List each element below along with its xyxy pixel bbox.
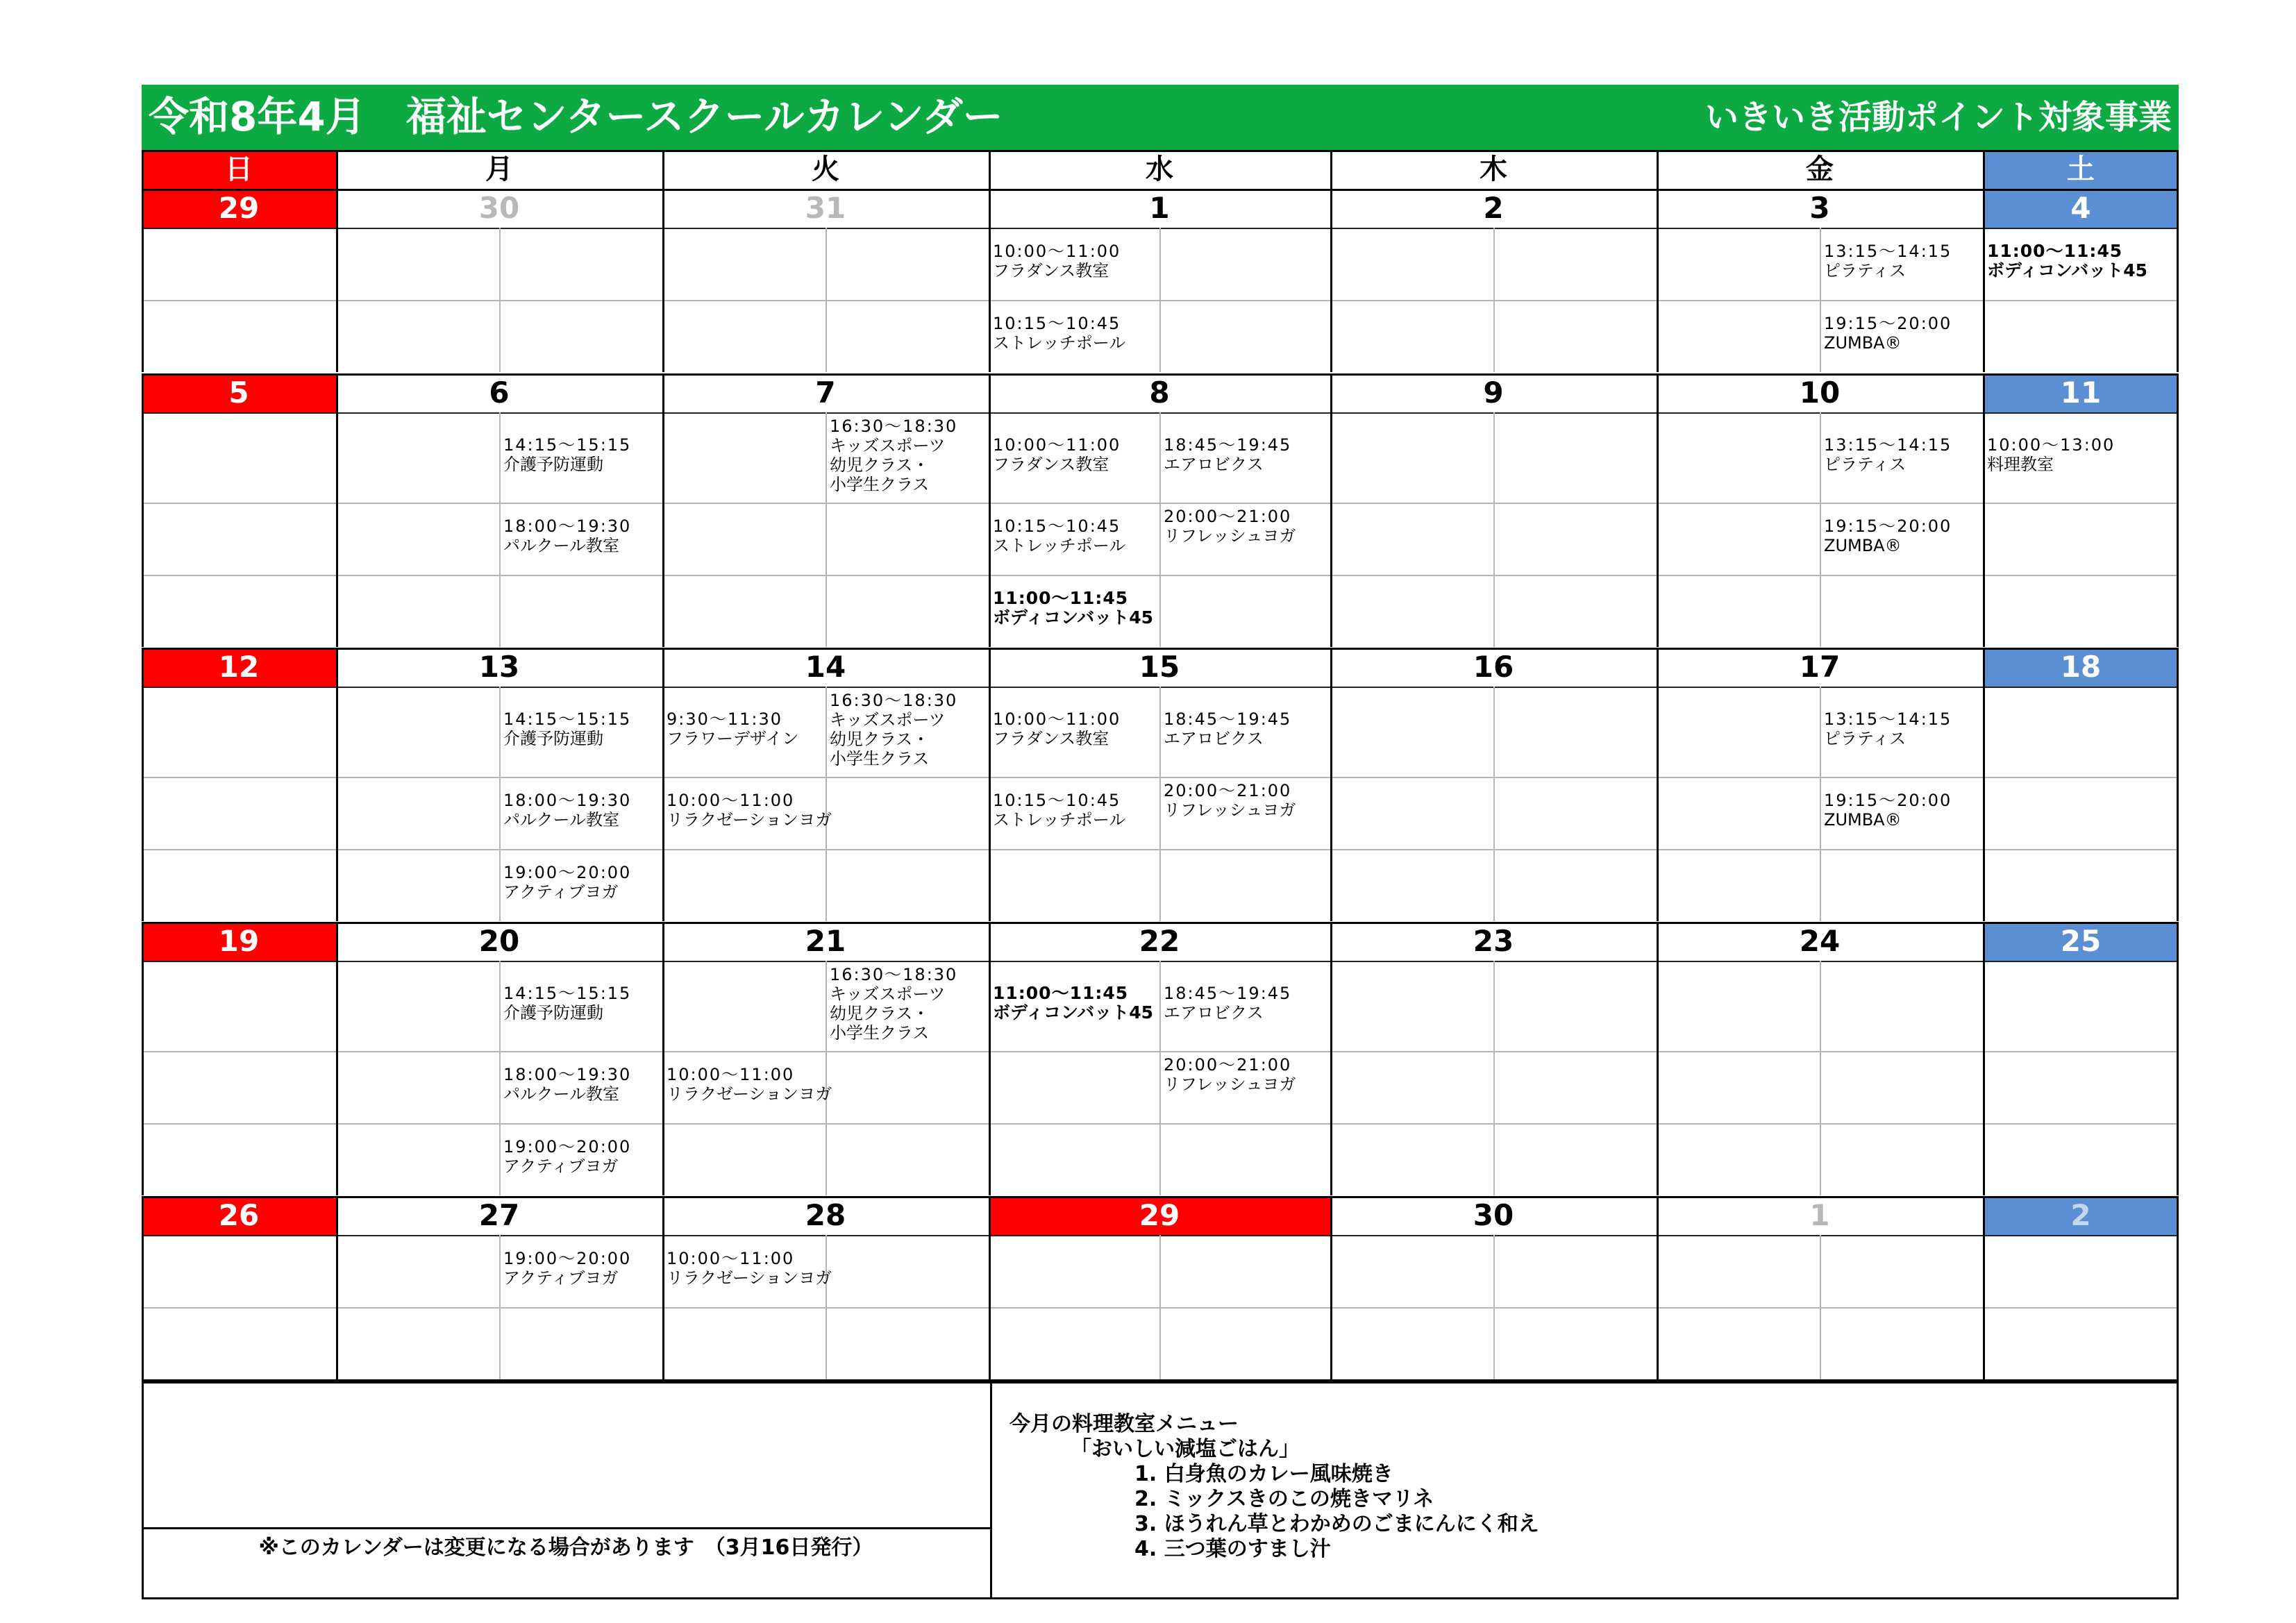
menu-item: 3. ほうれん草とわかめのごまにんにく和え <box>1134 1512 1539 1536</box>
event-time: 20:00～21:00 <box>1164 1055 1292 1075</box>
event-name: 介護予防運動 <box>503 1003 603 1023</box>
event-name: リラクゼーションヨガ <box>667 810 832 830</box>
grid-line <box>1493 228 1495 372</box>
date-cell: 30 <box>478 191 520 225</box>
grid-line <box>2177 922 2179 1195</box>
event-time: 10:00～11:00 <box>993 242 1121 261</box>
class-event[interactable] <box>993 709 1121 748</box>
event-name: フラダンス教室 <box>993 729 1109 748</box>
event-time: 10:00～11:00 <box>667 1065 795 1084</box>
menu-item: 4. 三つ葉のすまし汁 <box>1134 1537 1331 1561</box>
date-cell: 9 <box>1483 376 1504 410</box>
date-cell: 4 <box>1983 189 2179 228</box>
event-name: キッズスポーツ <box>830 984 946 1004</box>
weekday-header: 金 <box>1806 153 1834 185</box>
date-cell: 16 <box>1473 650 1514 684</box>
class-event[interactable] <box>1164 984 1291 1023</box>
grid-line <box>1657 922 1659 1195</box>
date-cell: 29 <box>142 189 336 228</box>
event-name: パルクール教室 <box>503 536 620 555</box>
event-name: ストレッチポール <box>993 333 1126 353</box>
class-event[interactable] <box>503 516 631 555</box>
grid-line <box>1820 961 1821 1195</box>
event-name: キッズスポーツ <box>830 710 946 730</box>
event-name: ZUMBA® <box>1824 536 1902 555</box>
menu-item: 1. 白身魚のカレー風味焼き <box>1134 1462 1393 1486</box>
grid-line <box>1330 373 1332 647</box>
grid-line <box>142 189 2179 191</box>
event-time: 16:30～18:30 <box>830 417 958 436</box>
bottom-left-border <box>142 1381 144 1599</box>
date-cell: 11 <box>1983 373 2179 412</box>
menu-title: 「おいしい減塩ごはん」 <box>1071 1437 1300 1461</box>
event-time: 14:15～15:15 <box>503 435 632 455</box>
page-title: 令和8年4月 福祉センタースクールカレンダー <box>149 93 1003 140</box>
class-event[interactable] <box>503 1137 631 1176</box>
event-name: フラワーデザイン <box>667 729 799 748</box>
class-event[interactable] <box>830 691 957 768</box>
grid-line <box>1493 687 1495 921</box>
grid-line <box>336 1196 338 1379</box>
grid-line <box>989 1196 991 1379</box>
grid-line <box>1820 687 1821 921</box>
class-event[interactable] <box>993 589 1153 628</box>
grid-line <box>2177 373 2179 647</box>
event-time: 13:15～14:15 <box>1824 709 1952 729</box>
event-name: ZUMBA® <box>1824 333 1902 353</box>
event-name: リフレッシュヨガ <box>1164 526 1296 546</box>
bottom-section <box>142 1381 2179 1599</box>
menu-item: 2. ミックスきのこの焼きマリネ <box>1134 1487 1434 1511</box>
grid-line <box>336 648 338 921</box>
date-cell: 12 <box>142 648 336 687</box>
event-time: 10:15～10:45 <box>993 314 1121 333</box>
class-event[interactable] <box>1824 709 1952 748</box>
class-event[interactable] <box>993 791 1125 830</box>
class-event[interactable] <box>503 435 631 474</box>
grid-line <box>1657 1196 1659 1379</box>
event-name: リラクゼーションヨガ <box>667 1084 832 1104</box>
class-event[interactable] <box>503 791 631 830</box>
date-cell: 17 <box>1799 650 1841 684</box>
event-time: 9:30～11:30 <box>667 709 783 729</box>
date-cell: 24 <box>1799 924 1841 958</box>
grid-line <box>142 922 2179 924</box>
event-name: ピラティス <box>1824 455 1907 474</box>
weekday-header: 月 <box>485 153 513 185</box>
date-cell: 30 <box>1473 1198 1514 1232</box>
grid-line <box>2177 150 2179 189</box>
event-name: ボディコンバット45 <box>1987 260 2148 280</box>
event-time: 11:00～11:45 <box>993 983 1129 1003</box>
grid-line <box>142 373 144 647</box>
grid-line <box>142 1196 144 1379</box>
grid-line <box>1657 150 1659 189</box>
date-cell: 20 <box>478 924 520 958</box>
grid-line <box>142 922 144 1195</box>
date-cell: 2 <box>1983 1196 2179 1235</box>
class-event[interactable] <box>993 435 1121 474</box>
event-time: 13:15～14:15 <box>1824 242 1952 261</box>
class-event[interactable] <box>667 709 798 748</box>
event-time: 18:45～19:45 <box>1164 709 1292 729</box>
grid-line <box>142 373 2179 376</box>
weekday-header: 水 <box>1146 153 1173 185</box>
date-cell: 27 <box>478 1198 520 1232</box>
grid-line <box>2177 1196 2179 1379</box>
event-time: 18:00～19:30 <box>503 791 632 810</box>
bottom-divider <box>990 1381 992 1599</box>
page-subtitle: いきいき活動ポイント対象事業 <box>1704 98 2172 137</box>
grid-line <box>336 189 338 372</box>
grid-line <box>1657 373 1659 647</box>
event-time: 10:00～11:00 <box>667 791 795 810</box>
date-cell: 5 <box>142 373 336 412</box>
date-cell: 18 <box>1983 648 2179 687</box>
date-cell: 28 <box>805 1198 846 1232</box>
grid-line <box>142 150 2179 152</box>
cooking-menu <box>1009 1412 1539 1562</box>
event-time: 10:00～11:00 <box>667 1249 795 1268</box>
event-time: 10:00～11:00 <box>993 435 1121 455</box>
event-name: ボディコンバット45 <box>993 1002 1154 1023</box>
class-event[interactable] <box>1987 242 2147 280</box>
event-name: ストレッチポール <box>993 536 1126 555</box>
event-detail: 小学生クラス <box>830 1023 930 1043</box>
event-time: 11:00～11:45 <box>1987 241 2123 261</box>
event-detail: 幼児クラス・ <box>830 730 930 749</box>
event-time: 19:15～20:00 <box>1824 314 1952 333</box>
change-notice: ※このカレンダーは変更になる場合があります （3月16日発行） <box>258 1536 873 1560</box>
grid-line <box>1657 648 1659 921</box>
grid-line <box>662 189 664 372</box>
class-event[interactable] <box>503 984 631 1023</box>
bottom-top-border <box>142 1381 2179 1384</box>
grid-line <box>826 412 827 647</box>
grid-line <box>142 189 144 372</box>
event-time: 20:00～21:00 <box>1164 781 1292 800</box>
event-time: 19:00～20:00 <box>503 1137 632 1157</box>
class-event[interactable] <box>1987 435 2115 474</box>
event-name: アクティブヨガ <box>503 882 619 902</box>
grid-line <box>142 648 144 921</box>
note-divider <box>142 1527 990 1529</box>
grid-line <box>1820 1235 1821 1379</box>
grid-line <box>1159 412 1161 647</box>
grid-line <box>1159 961 1161 1195</box>
grid-line <box>662 373 664 647</box>
class-event[interactable] <box>1164 709 1291 748</box>
event-time: 10:00～11:00 <box>993 709 1121 729</box>
date-cell: 31 <box>805 191 846 225</box>
weekday-header: 木 <box>1480 153 1507 185</box>
grid-line <box>336 373 338 647</box>
grid-line <box>1820 412 1821 647</box>
date-cell: 1 <box>1809 1198 1830 1232</box>
class-event[interactable] <box>1164 781 1296 820</box>
class-event[interactable] <box>503 1249 631 1288</box>
class-event[interactable] <box>830 965 957 1043</box>
weekday-header: 日 <box>142 150 336 189</box>
grid-line <box>1983 150 1985 189</box>
menu-heading: 今月の料理教室メニュー <box>1009 1412 1239 1436</box>
event-detail: 小学生クラス <box>830 475 930 494</box>
class-event[interactable] <box>1824 314 1952 353</box>
grid-line <box>499 228 501 372</box>
event-time: 18:45～19:45 <box>1164 435 1292 455</box>
event-name: ストレッチポール <box>993 810 1126 830</box>
class-event[interactable] <box>1824 435 1952 474</box>
date-cell: 14 <box>805 650 846 684</box>
grid-line <box>1983 648 1985 921</box>
event-time: 13:15～14:15 <box>1824 435 1952 455</box>
grid-line <box>1983 373 1985 647</box>
grid-line <box>662 150 664 189</box>
grid-line <box>1159 228 1161 372</box>
event-time: 14:15～15:15 <box>503 709 632 729</box>
event-name: 介護予防運動 <box>503 729 603 748</box>
event-name: キッズスポーツ <box>830 436 946 455</box>
grid-line <box>1657 189 1659 372</box>
grid-line <box>989 648 991 921</box>
grid-line <box>989 373 991 647</box>
event-name: ピラティス <box>1824 729 1907 748</box>
event-name: 料理教室 <box>1987 455 2054 474</box>
class-event[interactable] <box>1824 516 1952 555</box>
grid-line <box>142 150 144 189</box>
class-event[interactable] <box>1164 507 1296 546</box>
event-name: リフレッシュヨガ <box>1164 1075 1296 1094</box>
grid-line <box>2177 648 2179 921</box>
event-name: フラダンス教室 <box>993 261 1109 280</box>
grid-line <box>1493 961 1495 1195</box>
event-time: 19:00～20:00 <box>503 1249 632 1268</box>
grid-line <box>989 922 991 1195</box>
grid-line <box>1983 922 1985 1195</box>
grid-line <box>1330 150 1332 189</box>
grid-line <box>142 1196 2179 1198</box>
event-name: フラダンス教室 <box>993 455 1109 474</box>
class-event[interactable] <box>667 1065 832 1104</box>
date-cell: 7 <box>815 376 836 410</box>
event-time: 11:00～11:45 <box>993 588 1129 608</box>
event-time: 10:15～10:45 <box>993 516 1121 536</box>
date-cell: 26 <box>142 1196 336 1235</box>
bottom-bottom-border <box>142 1597 2179 1599</box>
event-name: ボディコンバット45 <box>993 607 1154 628</box>
event-name: 介護予防運動 <box>503 455 603 474</box>
event-time: 18:00～19:30 <box>503 516 632 536</box>
date-cell: 23 <box>1473 924 1514 958</box>
date-cell: 6 <box>489 376 510 410</box>
class-event[interactable] <box>503 1065 631 1104</box>
date-cell: 19 <box>142 922 336 961</box>
class-event[interactable] <box>993 984 1153 1023</box>
class-event[interactable] <box>993 242 1121 280</box>
grid-line <box>1330 648 1332 921</box>
event-detail: 幼児クラス・ <box>830 1004 930 1023</box>
event-name: リフレッシュヨガ <box>1164 800 1296 820</box>
weekday-header: 火 <box>812 153 839 185</box>
date-cell: 29 <box>989 1196 1330 1235</box>
calendar-header <box>142 85 2179 150</box>
date-cell: 2 <box>1483 191 1504 225</box>
class-event[interactable] <box>503 709 631 748</box>
grid-line <box>1983 1196 1985 1379</box>
date-cell: 13 <box>478 650 520 684</box>
event-time: 19:15～20:00 <box>1824 791 1952 810</box>
class-event[interactable] <box>1164 435 1291 474</box>
class-event[interactable] <box>1824 791 1952 830</box>
grid-line <box>662 922 664 1195</box>
class-event[interactable] <box>993 516 1125 555</box>
event-time: 10:00～13:00 <box>1987 435 2115 455</box>
event-time: 18:45～19:45 <box>1164 984 1292 1003</box>
grid-line <box>989 189 991 372</box>
grid-line <box>1820 228 1821 372</box>
grid-line <box>499 412 501 647</box>
grid-line <box>1330 922 1332 1195</box>
grid-line <box>1493 1235 1495 1379</box>
grid-line <box>662 648 664 921</box>
event-time: 14:15～15:15 <box>503 984 632 1003</box>
grid-line <box>499 1235 501 1379</box>
grid-line <box>989 150 991 189</box>
event-detail: 幼児クラス・ <box>830 455 930 475</box>
event-time: 19:15～20:00 <box>1824 516 1952 536</box>
grid-line <box>1330 189 1332 372</box>
class-event[interactable] <box>1164 1055 1296 1094</box>
weekday-header: 土 <box>1983 150 2179 189</box>
date-cell: 21 <box>805 924 846 958</box>
class-event[interactable] <box>667 791 832 830</box>
class-event[interactable] <box>1824 242 1952 280</box>
event-detail: 小学生クラス <box>830 749 930 768</box>
grid-line <box>1983 189 1985 372</box>
date-cell: 8 <box>1149 376 1170 410</box>
date-cell: 22 <box>1139 924 1180 958</box>
grid-line <box>336 150 338 189</box>
class-event[interactable] <box>503 863 631 902</box>
date-cell: 10 <box>1799 376 1841 410</box>
calendar-grid <box>142 150 2179 1381</box>
class-event[interactable] <box>830 417 957 494</box>
grid-line <box>662 1196 664 1379</box>
date-cell: 1 <box>1149 191 1170 225</box>
grid-line <box>826 228 827 372</box>
event-name: パルクール教室 <box>503 1084 620 1104</box>
event-time: 18:00～19:30 <box>503 1065 632 1084</box>
grid-line <box>2177 189 2179 372</box>
grid-line <box>336 922 338 1195</box>
event-name: パルクール教室 <box>503 810 620 830</box>
event-time: 16:30～18:30 <box>830 691 958 710</box>
class-event[interactable] <box>667 1249 832 1288</box>
event-time: 10:15～10:45 <box>993 791 1121 810</box>
grid-line <box>1493 412 1495 647</box>
event-time: 20:00～21:00 <box>1164 507 1292 526</box>
date-cell: 15 <box>1139 650 1180 684</box>
event-time: 16:30～18:30 <box>830 965 958 984</box>
event-name: エアロビクス <box>1164 729 1264 748</box>
grid-line <box>499 961 501 1195</box>
grid-line <box>142 648 2179 650</box>
grid-line <box>1330 1196 1332 1379</box>
event-name: アクティブヨガ <box>503 1268 619 1288</box>
date-cell: 25 <box>1983 922 2179 961</box>
grid-line <box>1159 687 1161 921</box>
grid-line <box>1159 1235 1161 1379</box>
event-time: 19:00～20:00 <box>503 863 632 882</box>
date-cell: 3 <box>1809 191 1830 225</box>
grid-line <box>499 687 501 921</box>
class-event[interactable] <box>993 314 1125 353</box>
event-name: エアロビクス <box>1164 1003 1264 1023</box>
event-name: リラクゼーションヨガ <box>667 1268 832 1288</box>
event-name: アクティブヨガ <box>503 1157 619 1176</box>
event-name: エアロビクス <box>1164 455 1264 474</box>
bottom-right-border <box>2177 1381 2179 1599</box>
event-name: ピラティス <box>1824 261 1907 280</box>
event-name: ZUMBA® <box>1824 810 1902 830</box>
